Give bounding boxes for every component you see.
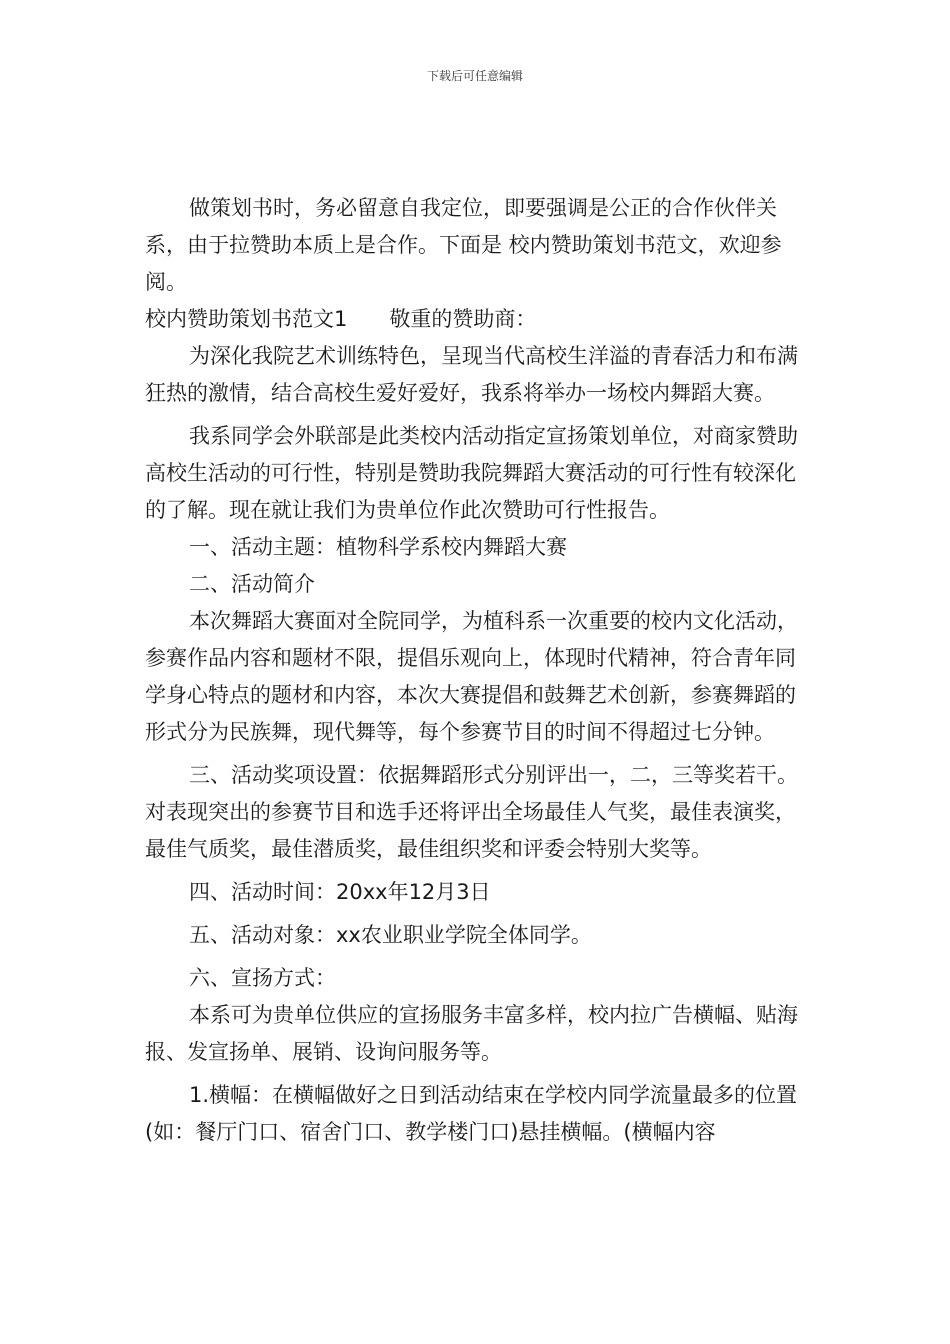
body-paragraph: 我系同学会外联部是此类校内活动指定宣扬策划单位，对商家赞助高校生活动的可行性，特别是赞助我院舞蹈大赛活动的可行性有较深化的了解。现在就让我们为贵单位作此次赞助可行性报告。: [145, 424, 798, 522]
item-time: 四、活动时间：20xx年12月3日: [189, 880, 491, 904]
item-promotion-body: 本系可为贵单位供应的宣扬服务丰富多样，校内拉广告横幅、贴海报、发宣扬单、展销、设询问服务等。: [145, 1003, 798, 1064]
item-promotion-heading: 六、宣扬方式：: [189, 966, 336, 990]
item-intro-body: 本次舞蹈大赛面对全院同学，为植科系一次重要的校内文化活动，参赛作品内容和题材不限，提倡乐观向上，体现时代精神，符合青年同学身心特点的题材和内容，本次大赛提倡和鼓舞艺术创新，参赛舞蹈的形式分为民族舞，现代舞等，每个参赛节目的时间不得超过七分钟。: [145, 609, 798, 744]
item-audience: 五、活动对象：xx农业职业学院全体同学。: [189, 923, 592, 947]
document-body: [145, 190, 807, 1151]
item-banner: 1.横幅：在横幅做好之日到活动结束在学校内同学流量最多的位置(如：餐厅门口、宿舍门口、教学楼门口)悬挂横幅。(横幅内容: [145, 1083, 798, 1144]
item-awards: 三、活动奖项设置：依据舞蹈形式分别评出一，二，三等奖若干。对表现突出的参赛节目和选手还将评出全场最佳人气奖，最佳表演奖，最佳气质奖，最佳潜质奖，最佳组织奖和评委会特别大奖等。: [145, 763, 798, 861]
item-intro-heading: 二、活动简介: [189, 572, 315, 596]
intro-paragraph: 做策划书时，务必留意自我定位，即要强调是公正的合作伙伴关系，由于拉赞助本质上是合作。下面是 校内赞助策划书范文，欢迎参阅。: [145, 196, 782, 294]
page-header-note: 下载后可任意编辑: [426, 69, 523, 83]
section-title-line: 校内赞助策划书范文1 敬重的赞助商：: [145, 307, 537, 331]
body-paragraph: 为深化我院艺术训练特色，呈现当代高校生洋溢的青春活力和布满狂热的激情，结合高校生爱好爱好，我系将举办一场校内舞蹈大赛。: [145, 344, 798, 405]
item-theme: 一、活动主题：植物科学系校内舞蹈大赛: [189, 535, 567, 559]
